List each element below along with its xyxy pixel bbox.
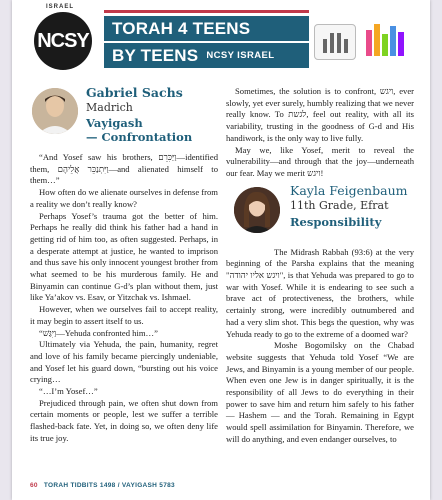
header-org: NCSY ISRAEL [206, 50, 275, 61]
article-title [86, 116, 192, 144]
person-photo-icon [32, 88, 78, 134]
page-number: 60 [30, 482, 38, 489]
paragraph: May we, like Yosef, merit to reveal the vulnerability—and through that the joy—underneath our fear. May we merit ויגש! [226, 144, 414, 178]
paragraph: Perhaps Yosef’s trauma got the better of him. Perhaps he really did think his father had a hand in getting rid of him too, as often suggested. Perhaps, in a desperate attempt at justice, he wanted to imprison and thus save his only innocent youngest brother from what seemed to be his murderous family. He and Binyamin can continue G-d’s plan without them, just like Ya’akov vs. Esav, or Yitzchak vs. Ishmael. [30, 210, 218, 303]
person-photo-icon [234, 187, 280, 233]
author-role: Madrich [86, 101, 133, 114]
paragraph: However, when we ourselves fail to accept reality, it may begin to assert itself to us. [30, 304, 218, 326]
avatar [234, 187, 280, 233]
header-band-bottom [104, 43, 309, 68]
header [12, 0, 430, 80]
article-title-line2: — Confrontation [86, 130, 193, 144]
article-title: Responsibility [290, 214, 382, 229]
paragraph: Sometimes, the solution is to confront, ויגש, ever slowly, yet ever surely, humbly realizing that we never really know. To לגשת, feel out reality, with all its variability, trusting in the goodness of G-d and His handiwork, is the only way to live fully. [226, 86, 414, 143]
paragraph: Moshe Bogomilsky on the Chabad website suggests that Yehuda told Yosef “We are Jews, and Binyamin is a young member of our people. When even one Jew is in danger spiritually, it is the responsibility of all Jews to do everything in their power to save him and return him safely to his father — Hashem — and the Torah. Remaining in Egypt would spell assimilation for Binyamin. Therefore, we will do anything, and even endanger ourselves, to [226, 340, 414, 444]
author-block-kayla [226, 183, 414, 245]
header-title: TORAH 4 TEENS [112, 18, 251, 38]
paragraph: The Midrash Rabbah (93:6) at the very beginning of the Parsha explains that the meaning "ויגש אליו יהודה", is that Yehuda was prepared to go to war with Yosef. While it is endearing to see such a brave act of protectiveness, the brothers, while certainly strong, were incredibly outnumbered and had a very slim shot. This begs the question, why was Yehuda ready to go to the extreme of a doomed war? [226, 246, 414, 339]
author-role: 11th Grade, Efrat [290, 198, 389, 212]
sponsor-logos [312, 18, 412, 62]
sponsor-colorful-icon [362, 20, 410, 60]
page-footer [30, 482, 175, 489]
paragraph: “…I’m Yosef…” [39, 386, 98, 397]
footer-text: TORAH TIDBITS 1498 / VAYIGASH 5783 [43, 482, 175, 489]
article-title-line1: Vayigash [86, 116, 143, 130]
paragraph: “וַיִּגַּשׁ—Yehuda confronted him…” [39, 327, 158, 338]
paragraph: Ultimately via Yehuda, the pain, humanity, regret and love of his family became piercingly undeniable, and Yosef let his guard down, “bursting out his voice crying… [30, 339, 218, 385]
avatar [32, 88, 78, 134]
right-column [226, 86, 414, 446]
magazine-page [12, 0, 430, 500]
logo-text: NCSY [37, 29, 89, 52]
header-subtitle: BY TEENS [112, 45, 199, 65]
paragraph: How often do we alienate ourselves in defense from a reality we don’t really know? [30, 187, 218, 209]
sponsor-emblem-icon [314, 24, 356, 60]
paragraph: “And Yosef saw his brothers, וַיַּכִּרֵם—identified them, וַיִּתְנַכֵּר אֲלֵיהֶם—and alienated himself to them…” [30, 152, 218, 186]
header-accent-line [104, 10, 309, 13]
author-name: Kayla Feigenbaum [290, 182, 408, 198]
author-name: Gabriel Sachs [86, 85, 183, 100]
header-band-top [104, 16, 309, 41]
left-column [30, 86, 218, 445]
logo-caption: ISRAEL [46, 4, 75, 10]
paragraph: Prejudiced through pain, we often shut down from certain moments or people, lest we suffer a terrible flashed-back fate. Yet, in doing so, we often deny life its true joy. [30, 397, 218, 443]
author-block-gabriel [30, 86, 218, 146]
ncsy-logo [34, 12, 92, 70]
